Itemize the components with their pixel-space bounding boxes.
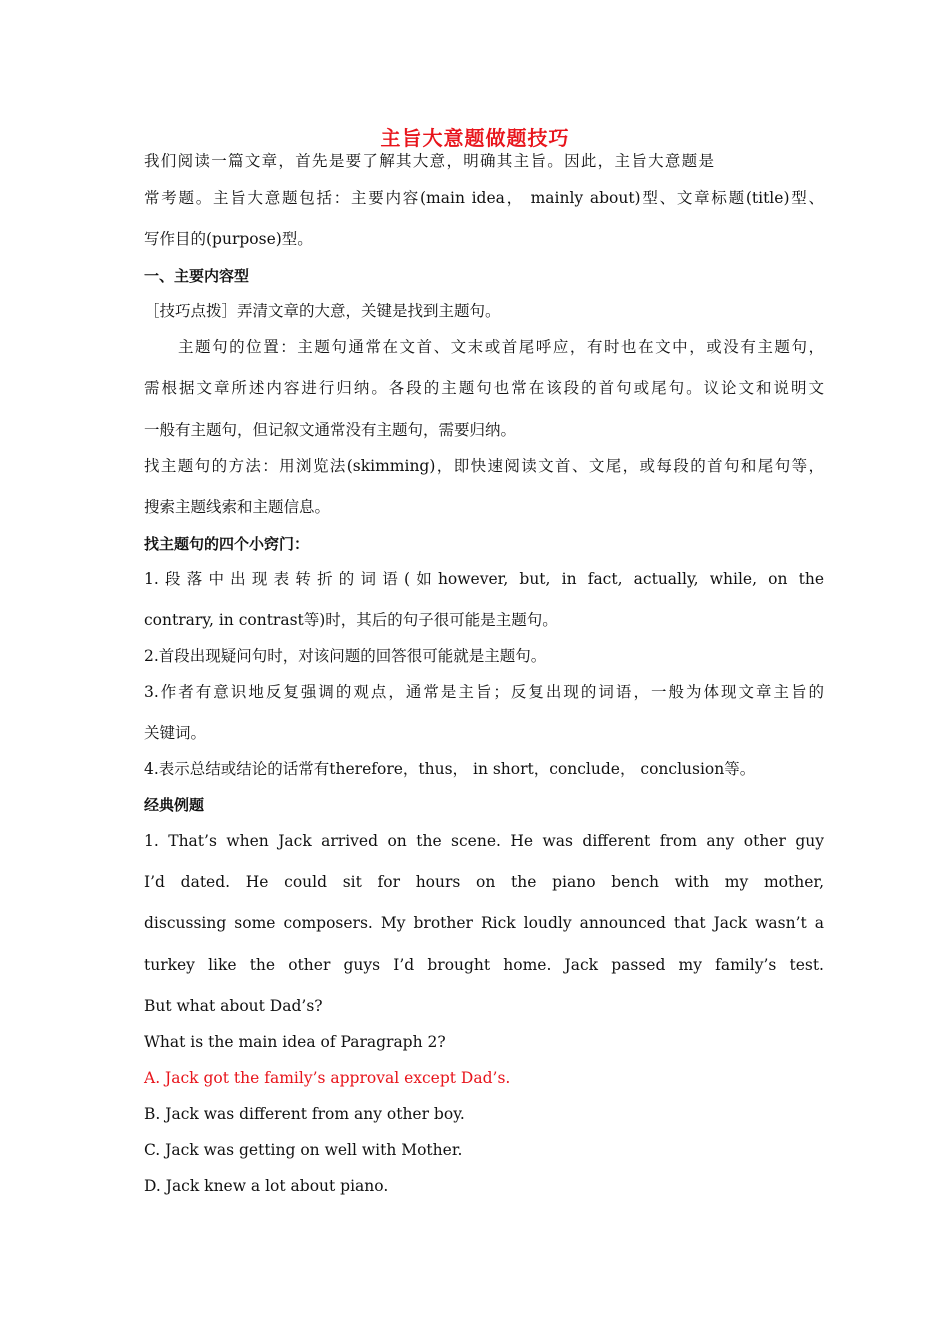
section-heading-main-content: 一、主要内容型 — [144, 267, 250, 285]
intro-line-2: 常考题。主旨大意题包括：主要内容(main idea， mainly about)型、文章标题(title)型、 — [144, 189, 824, 207]
tips-heading: 找主题句的四个小窍门： — [144, 535, 310, 553]
passage-line-4: turkey like the other guys I’d brought home. Jack passed my family’s test. — [144, 956, 824, 974]
tip-item-3a: 3.作者有意识地反复强调的观点，通常是主旨；反复出现的词语，一般为体现文章主旨的 — [144, 683, 824, 701]
passage-line-5: But what about Dad’s? — [144, 997, 323, 1015]
option-d: D. Jack knew a lot about piano. — [144, 1177, 389, 1195]
position-line-3: 一般有主题句，但记叙文通常没有主题句，需要归纳。 — [144, 421, 517, 439]
passage-line-3: discussing some composers. My brother Rick loudly announced that Jack wasn’t a — [144, 914, 824, 932]
tip-paragraph: ［技巧点拨］弄清文章的大意，关键是找到主题句。 — [144, 302, 501, 320]
intro-line-3: 写作目的(purpose)型。 — [144, 230, 313, 248]
tip-item-2: 2.首段出现疑问句时，对该问题的回答很可能就是主题句。 — [144, 647, 547, 665]
option-b: B. Jack was different from any other boy. — [144, 1105, 465, 1123]
option-c: C. Jack was getting on well with Mother. — [144, 1141, 463, 1159]
position-line-2: 需根据文章所述内容进行归纳。各段的主题句也常在该段的首句或尾句。议论文和说明文 — [144, 379, 824, 397]
passage-line-1: 1. That’s when Jack arrived on the scene. He was different from any other guy — [144, 832, 824, 850]
method-line-1: 找主题句的方法：用浏览法(skimming)，即快速阅读文首、文尾，或每段的首句和尾句等， — [144, 457, 824, 475]
tip-item-1b: contrary, in contrast等)时，其后的句子很可能是主题句。 — [144, 611, 558, 629]
position-line-1: 主题句的位置：主题句通常在文首、文末或首尾呼应，有时也在文中，或没有主题句， — [178, 338, 824, 356]
method-line-2: 搜索主题线索和主题信息。 — [144, 498, 331, 516]
tip-item-3b: 关键词。 — [144, 724, 207, 742]
passage-line-2: I’d dated. He could sit for hours on the piano bench with my mother, — [144, 873, 824, 891]
example-heading: 经典例题 — [144, 796, 205, 814]
option-a-answer: A. Jack got the family’s approval except Dad’s. — [144, 1069, 511, 1087]
tip-item-4: 4.表示总结或结论的话常有therefore，thus， in short，conclude， conclusion等。 — [144, 760, 756, 778]
intro-line-1: 我们阅读一篇文章，首先是要了解其大意，明确其主旨。因此，主旨大意题是 — [144, 152, 714, 170]
question-text: What is the main idea of Paragraph 2? — [144, 1033, 446, 1051]
tip-item-1a: 1.段落中出现表转折的词语(如however, but, in fact, actually, while, on the — [144, 570, 824, 588]
page-title: 主旨大意题做题技巧 — [380, 126, 570, 150]
